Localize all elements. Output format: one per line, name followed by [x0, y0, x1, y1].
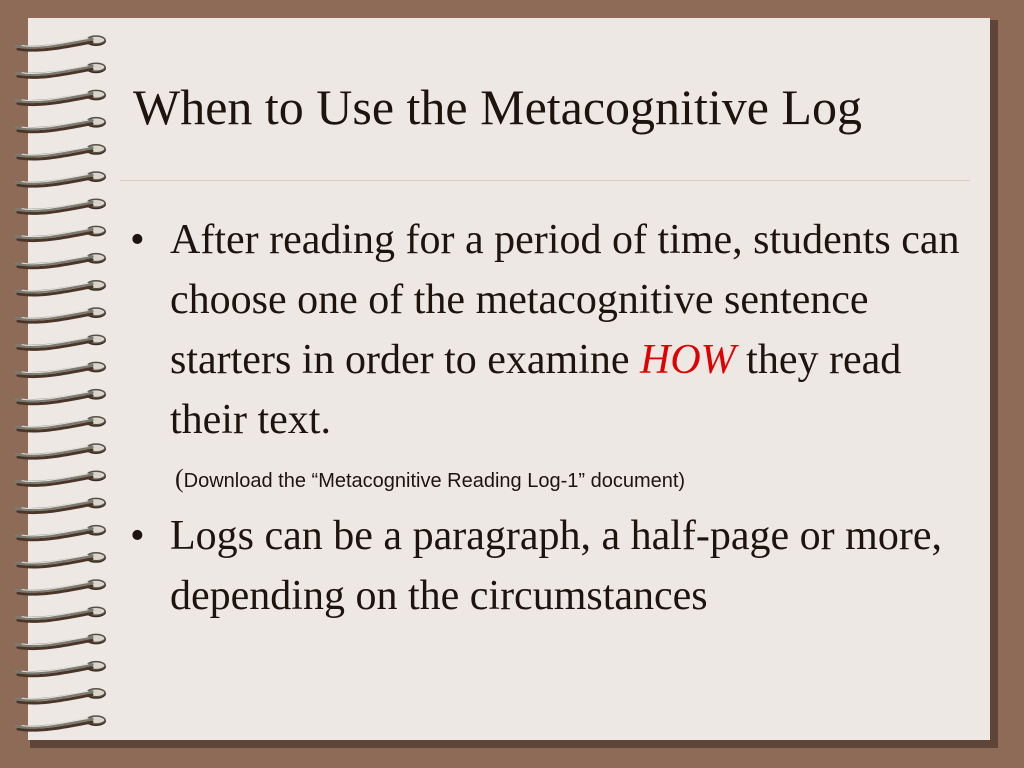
slide-title: When to Use the Metacognitive Log	[133, 79, 862, 135]
bullet-item-logs	[125, 506, 965, 626]
spiral-loop-icon	[16, 417, 106, 431]
spiral-loop-icon	[16, 335, 106, 349]
spiral-loop-icon	[16, 172, 106, 186]
bullet-marker: •	[130, 217, 145, 263]
spiral-loop-icon	[16, 281, 106, 295]
bullet-marker: •	[130, 513, 145, 559]
spiral-loop-icon	[16, 36, 106, 50]
spiral-loop-icon	[16, 662, 106, 676]
spiral-loop-icon	[16, 145, 106, 159]
spiral-loop-icon	[16, 634, 106, 648]
bullet-text-after: they read their text.	[170, 337, 902, 443]
spiral-loop-icon	[16, 444, 106, 458]
spiral-loop-icon	[16, 118, 106, 132]
emphasis-how: HOW	[640, 337, 736, 383]
spiral-loop-icon	[16, 226, 106, 240]
spiral-loop-icon	[16, 199, 106, 213]
spiral-binding-icon	[0, 0, 115, 768]
download-note-paren: (	[175, 464, 184, 493]
spiral-loop-icon	[16, 362, 106, 376]
spiral-loop-icon	[16, 308, 106, 322]
spiral-loop-icon	[16, 716, 106, 730]
spiral-loop-icon	[16, 471, 106, 485]
bullet-list	[125, 210, 965, 626]
download-note	[170, 464, 965, 496]
spiral-loop-icon	[16, 390, 106, 404]
bullet-text: Logs can be a paragraph, a half-page or more, depending on the circumstances	[170, 513, 942, 619]
bullet-text-before: After reading for a period of time, students can choose one of the metacognitive sentence starters in order to examine	[170, 217, 960, 383]
spiral-loop-icon	[16, 607, 106, 621]
spiral-loop-icon	[16, 498, 106, 512]
title-divider	[120, 180, 970, 181]
spiral-loop-icon	[16, 526, 106, 540]
bullet-item-reading	[125, 210, 965, 496]
spiral-loop-icon	[16, 689, 106, 703]
spiral-loop-icon	[16, 580, 106, 594]
spiral-loop-icon	[16, 553, 106, 567]
download-note-text: Download the “Metacognitive Reading Log-1” document)	[183, 470, 686, 492]
spiral-loop-icon	[16, 254, 106, 268]
spiral-loop-icon	[16, 63, 106, 77]
spiral-loop-icon	[16, 90, 106, 104]
